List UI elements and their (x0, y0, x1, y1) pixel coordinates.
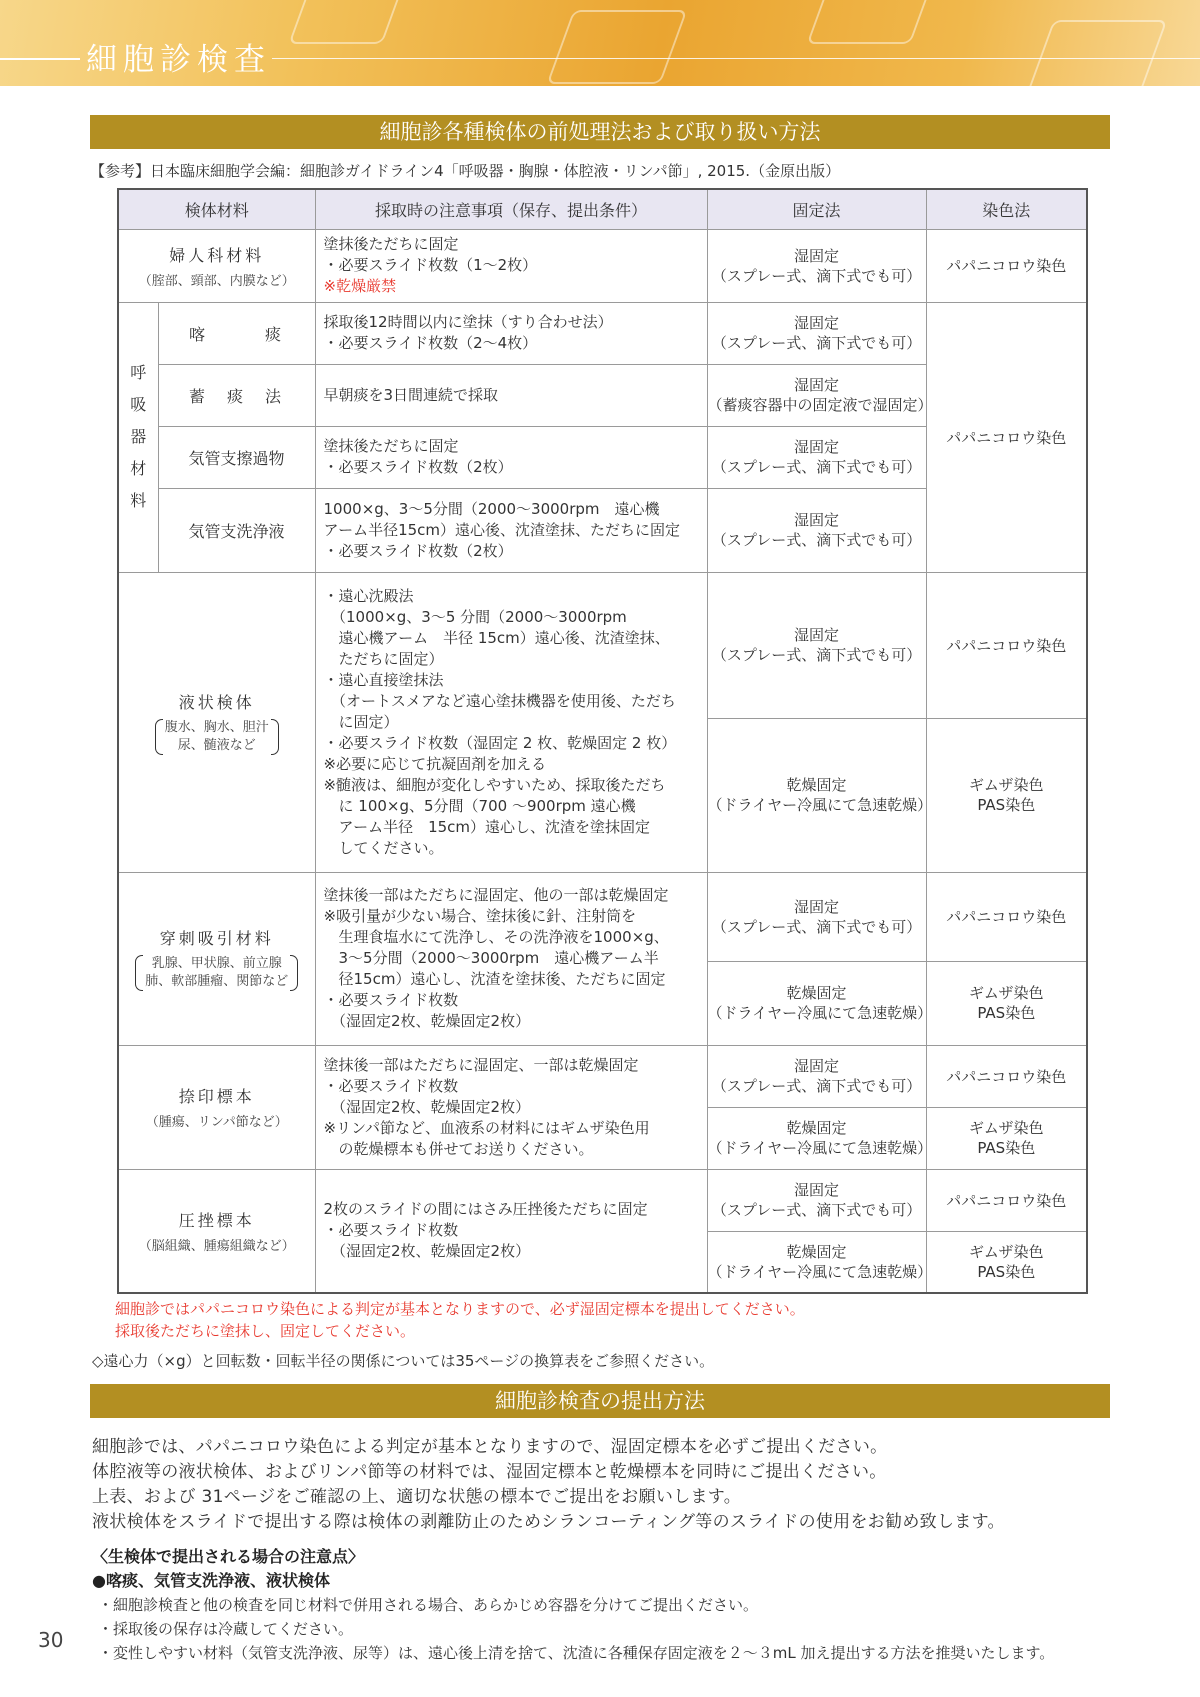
note-line: ・遠心直接塗抹法 (323, 670, 444, 689)
note-line: 2枚のスライドの間にはさみ圧挫後ただちに固定 (323, 1200, 648, 1219)
note-line: ※リンパ節など、血液系の材料にはギムザ染色用 (323, 1118, 650, 1137)
note-line: ・必要スライド枚数（2枚） (323, 541, 513, 560)
fix-method: 乾燥固定 (786, 1119, 847, 1137)
fixation-cell (707, 961, 933, 1045)
notes-cell (315, 426, 707, 488)
page-number: 30 (38, 1628, 64, 1652)
fixation-cell (707, 488, 926, 572)
stain-method: PAS染色 (977, 1262, 1036, 1281)
note-line: してください。 (323, 838, 444, 857)
fix-method: 乾燥固定 (786, 776, 847, 794)
hex-decoration (547, 10, 688, 84)
note-line: に 100×g、5分間（700 ～900rpm 遠心機 (323, 796, 636, 815)
col-header-stain: 染色法 (926, 189, 1087, 229)
vert-char: 器 (130, 427, 147, 446)
note-line: ・必要スライド枚数（2枚） (323, 458, 513, 476)
specimen-label: 穿刺吸引材料 (159, 929, 274, 948)
note-line: 塗抹後ただちに固定 (323, 235, 459, 253)
example-line: 肺、軟部腫瘤、関節など (145, 974, 289, 989)
fix-detail: （スプレー式、滴下式でも可） (711, 266, 922, 285)
fix-method: 乾燥固定 (786, 984, 847, 1002)
fix-detail: （スプレー式、滴下式でも可） (711, 646, 922, 664)
respiratory-group-label (118, 302, 158, 572)
body-paragraph: 液状検体をスライドで提出する際は検体の剥離防止のためシランコーティング等のスライドの使用をお勧め致します。 (92, 1512, 1005, 1532)
note-line: ※必要に応じて抗凝固剤を加える (323, 754, 547, 773)
col-header-fixation: 固定法 (707, 189, 926, 229)
fixation-cell (707, 572, 926, 718)
page-header-band (0, 0, 1200, 86)
stain-cell: パパニコロウ染色 (926, 229, 1087, 302)
note-line: ・必要スライド枚数（1～2枚） (323, 256, 538, 274)
fix-method: 湿固定 (794, 1181, 840, 1199)
stain-method: PAS染色 (977, 1004, 1036, 1022)
stain-cell: パパニコロウ染色 (926, 1169, 1087, 1231)
fix-detail: （ドライヤー冷風にて急速乾燥） (707, 1262, 933, 1281)
warning-note: ※乾燥厳禁 (323, 277, 397, 295)
note-line: 塗抹後一部はただちに湿固定、他の一部は乾燥固定 (323, 886, 669, 904)
stain-cell: パパニコロウ染色 (926, 1045, 1087, 1107)
header-rule (272, 58, 1200, 59)
fixation-cell (707, 718, 933, 872)
fixation-cell (707, 1169, 926, 1231)
fix-detail: （スプレー式、滴下式でも可） (711, 917, 922, 936)
vert-char: 料 (130, 491, 147, 510)
specimen-cell (118, 872, 315, 1045)
stain-method: ギムザ染色 (968, 984, 1044, 1002)
body-paragraph: 体腔液等の液状検体、およびリンパ節等の材料では、湿固定標本と乾燥標本を同時にご提出ください。 (92, 1462, 887, 1482)
col-header-specimen: 検体材料 (118, 189, 315, 229)
specimen-label: 喀 痰 (158, 302, 315, 364)
example-line: 乳腺、甲状腺、前立腺 (151, 956, 282, 971)
fixation-cell (707, 229, 926, 302)
fix-detail: （ドライヤー冷風にて急速乾燥） (707, 796, 933, 814)
specimen-cell (118, 229, 315, 302)
fixation-cell (707, 1231, 933, 1293)
fix-method: 湿固定 (794, 376, 840, 394)
note-line: アーム半径15cm）遠心後、沈渣塗抹、ただちに固定 (323, 520, 681, 539)
notes-cell (315, 1045, 707, 1169)
reference-citation: 【参考】日本臨床細胞学会編：細胞診ガイドライン4「呼吸器・胸腺・体腔液・リンパ節」, 2015.（金原出版） (90, 162, 841, 180)
vert-char: 材 (130, 459, 147, 478)
note-line: ・必要スライド枚数（湿固定 2 枚、乾燥固定 2 枚） (323, 733, 677, 752)
bullet-item: ・変性しやすい材料（気管支洗浄液、尿等）は、遠心後上清を捨て、沈渣に各種保存固定液を２～３mL 加え提出する方法を推奨いたします。 (98, 1644, 1055, 1662)
note-line: ・必要スライド枚数（2～4枚） (323, 334, 538, 352)
bullet-item: ・細胞診検査と他の検査を同じ材料で併用される場合、あらかじめ容器を分けてご提出ください。 (98, 1596, 759, 1614)
note-line: 1000×g、3～5分間（2000～3000rpm 遠心機 (323, 499, 660, 518)
specimen-cell (118, 1169, 315, 1293)
note-line: （湿固定2枚、乾燥固定2枚） (323, 1097, 531, 1116)
stain-cell (926, 718, 1087, 872)
specimen-examples (135, 955, 298, 991)
specimen-sub: （脳組織、腫瘍組織など） (138, 1238, 295, 1254)
section-title-bar: 細胞診検査の提出方法 (90, 1384, 1110, 1418)
note-line: ・必要スライド枚数 (323, 991, 459, 1009)
page-title: 細胞診検査 (86, 42, 271, 78)
specimen-label: 捺印標本 (178, 1087, 255, 1106)
fixation-cell (707, 364, 933, 426)
fix-detail: （スプレー式、滴下式でも可） (711, 1077, 922, 1095)
note-line: （湿固定2枚、乾燥固定2枚） (323, 1242, 531, 1261)
table-row (118, 1169, 1087, 1231)
hex-decoration (1027, 20, 1168, 86)
note-line: 採取後12時間以内に塗抹（すり合わせ法） (323, 313, 613, 331)
fixation-cell (707, 426, 926, 488)
header-rule (0, 58, 80, 60)
body-paragraph: 上表、および 31ページをご確認の上、適切な状態の標本でご提出をお願いします。 (92, 1487, 742, 1507)
specimen-label: 婦人科材料 (169, 245, 265, 265)
specimen-label: 蓄 痰 法 (158, 364, 315, 426)
fix-detail: （蓄痰容器中の固定液で湿固定） (707, 396, 933, 414)
note-line: 遠心機アーム 半径 15cm）遠心後、沈渣塗抹、 (323, 628, 670, 647)
subheading: 〈生検体で提出される場合の注意点〉 (92, 1547, 365, 1566)
note-line: ・遠心沈殿法 (323, 586, 414, 605)
note-line: 塗抹後一部はただちに湿固定、一部は乾燥固定 (323, 1055, 639, 1074)
specimen-sub: （腫瘍、リンパ節など） (145, 1115, 288, 1130)
fix-detail: （スプレー式、滴下式でも可） (711, 531, 922, 549)
stain-method: PAS染色 (977, 796, 1036, 814)
example-line: 尿、髄液など (177, 737, 256, 753)
example-line: 腹水、胸水、胆汁 (164, 719, 269, 735)
body-paragraph: 細胞診では、パパニコロウ染色による判定が基本となりますので、湿固定標本を必ずご提出ください。 (92, 1437, 888, 1457)
stain-cell (926, 1231, 1087, 1293)
note-line: ※髄液は、細胞が変化しやすいため、採取後ただち (323, 775, 666, 794)
stain-method: PAS染色 (977, 1139, 1036, 1157)
table-row (118, 572, 1087, 718)
note-line: 径15cm）遠心し、沈渣を塗抹後、ただちに固定 (323, 970, 666, 988)
stain-method: ギムザ染色 (968, 1119, 1044, 1137)
section-title-bar: 細胞診各種検体の前処理法および取り扱い方法 (90, 115, 1110, 149)
col-header-notes: 採取時の注意事項（保存、提出条件） (315, 189, 707, 229)
notes-cell (315, 229, 707, 302)
vert-char: 吸 (130, 395, 147, 414)
note-line: ・必要スライド枚数 (323, 1221, 459, 1240)
stain-cell: パパニコロウ染色 (926, 872, 1087, 961)
specimen-cell (118, 1045, 315, 1169)
specimen-label: 気管支洗浄液 (158, 488, 315, 572)
fix-detail: （スプレー式、滴下式でも可） (711, 334, 922, 352)
fixation-cell (707, 1045, 926, 1107)
bold-item: ●喀痰、気管支洗浄液、液状検体 (92, 1571, 330, 1590)
fix-method: 湿固定 (794, 511, 840, 529)
specimen-label: 液状検体 (178, 692, 255, 712)
fix-method: 湿固定 (794, 626, 840, 644)
fix-detail: （スプレー式、滴下式でも可） (711, 1201, 922, 1219)
specimen-examples (155, 719, 279, 755)
stain-method: ギムザ染色 (968, 776, 1044, 794)
specimen-label: 気管支擦過物 (158, 426, 315, 488)
note-line: ・必要スライド枚数 (323, 1076, 459, 1095)
stain-method: ギムザ染色 (968, 1242, 1044, 1261)
note-line: 塗抹後ただちに固定 (323, 437, 459, 455)
note-line: の乾燥標本も併せてお送りください。 (323, 1139, 594, 1158)
note-line: アーム半径 15cm）遠心し、沈渣を塗抹固定 (323, 817, 651, 836)
note-line: ※吸引量が少ない場合、塗抹後に針、注射筒を (323, 907, 637, 925)
stain-cell: パパニコロウ染色 (926, 302, 1087, 572)
fix-detail: （ドライヤー冷風にて急速乾燥） (707, 1004, 933, 1022)
fix-method: 湿固定 (794, 897, 840, 916)
fix-method: 湿固定 (794, 1057, 840, 1075)
table-row (118, 1045, 1087, 1107)
hex-decoration (288, 0, 405, 44)
note-line: 生理食塩水にて洗浄し、その洗浄液を1000×g、 (323, 928, 669, 946)
bullet-item: ・採取後の保存は冷蔵してください。 (98, 1620, 354, 1638)
notes-cell (315, 488, 707, 572)
specimen-sub: （腟部、頸部、内膜など） (138, 273, 295, 289)
specimen-table (117, 188, 1088, 1294)
note-line: 3～5分間（2000～3000rpm 遠心機アーム半 (323, 949, 659, 967)
fixation-cell (707, 872, 926, 961)
note-line: （オートスメアなど遠心塗抹機器を使用後、ただち (323, 691, 676, 710)
stain-cell (926, 961, 1087, 1045)
note-line: 早朝痰を3日間連続で採取 (323, 385, 499, 404)
fix-method: 湿固定 (794, 314, 840, 332)
specimen-label: 圧挫標本 (178, 1210, 255, 1230)
stain-cell (926, 1107, 1087, 1169)
red-note: 採取後ただちに塗抹し、固定してください。 (115, 1322, 416, 1340)
fixation-cell (707, 1107, 933, 1169)
note-line: ただちに固定） (323, 649, 444, 668)
notes-cell (315, 364, 707, 426)
specimen-cell (118, 572, 315, 872)
vert-char: 呼 (130, 363, 147, 382)
fix-method: 乾燥固定 (786, 1242, 847, 1261)
table-row (118, 229, 1087, 302)
notes-cell (315, 872, 707, 1045)
fix-detail: （スプレー式、滴下式でも可） (711, 458, 922, 476)
red-note: 細胞診ではパパニコロウ染色による判定が基本となりますので、必ず湿固定標本を提出してください。 (115, 1300, 805, 1318)
hex-decoration (807, 0, 938, 44)
fixation-cell (707, 302, 926, 364)
notes-cell (315, 572, 707, 872)
fix-method: 湿固定 (794, 438, 840, 456)
notes-cell (315, 1169, 707, 1293)
notes-cell (315, 302, 707, 364)
centrifuge-note: ◇遠心力（×g）と回転数・回転半径の関係については35ページの換算表をご参照ください。 (92, 1352, 715, 1370)
fix-method: 湿固定 (794, 246, 840, 265)
note-line: に固定） (323, 712, 399, 731)
fix-detail: （ドライヤー冷風にて急速乾燥） (707, 1139, 933, 1157)
note-line: （湿固定2枚、乾燥固定2枚） (323, 1012, 531, 1030)
stain-cell: パパニコロウ染色 (926, 572, 1087, 718)
table-row (118, 872, 1087, 961)
table-row (118, 302, 1087, 364)
note-line: （1000×g、3～5 分間（2000～3000rpm (323, 607, 627, 626)
